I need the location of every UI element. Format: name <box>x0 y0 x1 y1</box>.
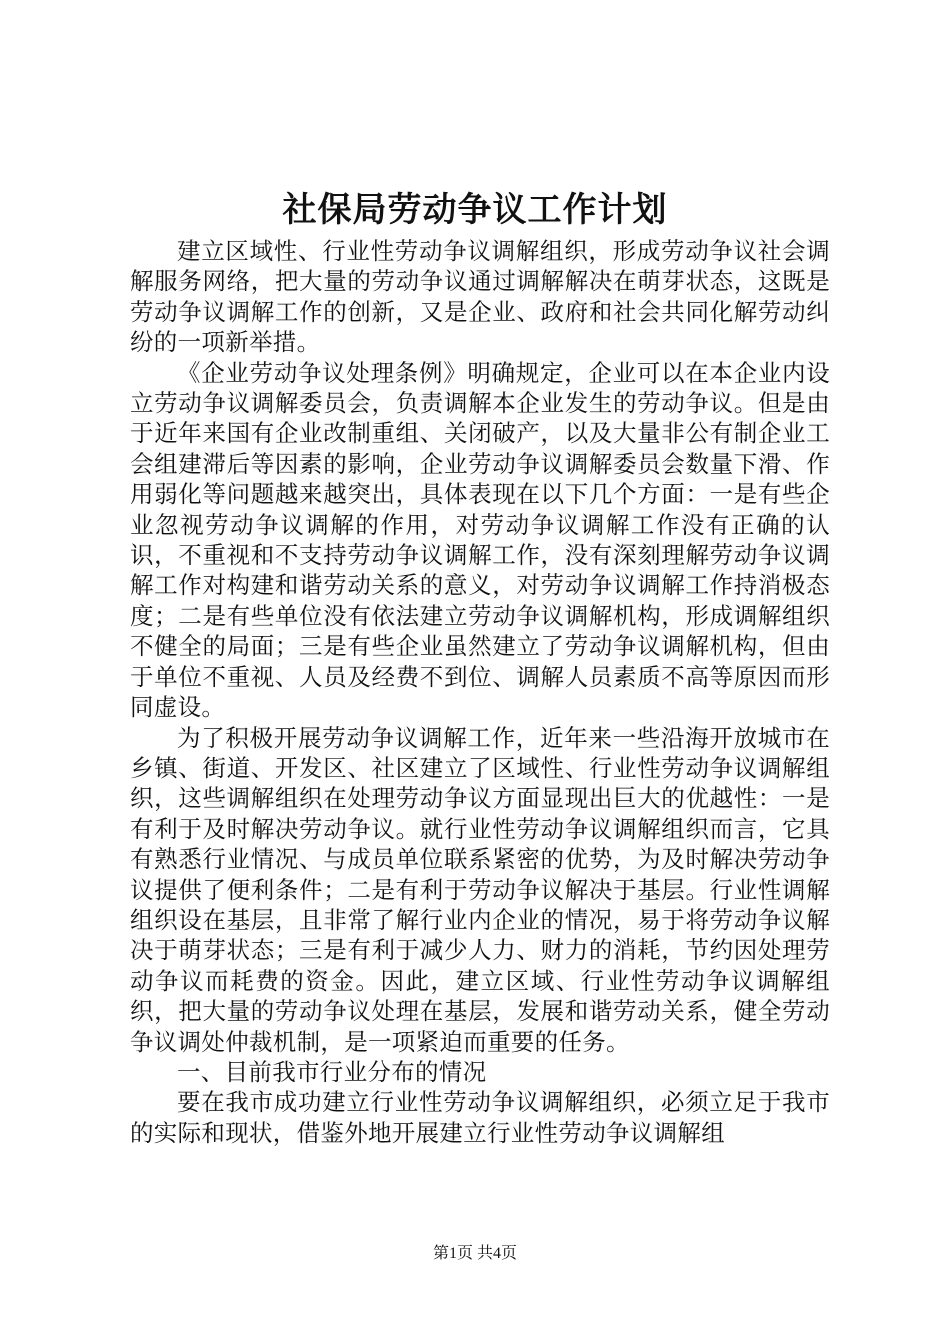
paragraph-intro: 建立区域性、行业性劳动争议调解组织，形成劳动争议社会调解服务网络，把大量的劳动争议通过调解解决在萌芽状态，这既是劳动争议调解工作的创新，又是企业、政府和社会共同化解劳动纠纷的一项新举措。 <box>130 237 830 357</box>
paragraph-regulation: 《企业劳动争议处理条例》明确规定，企业可以在本企业内设立劳动争议调解委员会，负责调解本企业发生的劳动争议。但是由于近年来国有企业改制重组、关闭破产，以及大量非公有制企业工会组建滞后等因素的影响，企业劳动争议调解委员会数量下滑、作用弱化等问题越来越突出，具体表现在以下几个方面：一是有些企业忽视劳动争议调解的作用，对劳动争议调解工作没有正确的认识，不重视和不支持劳动争议调解工作，没有深刻理解劳动争议调解工作对构建和谐劳动关系的意义，对劳动争议调解工作持消极态度；二是有些单位没有依法建立劳动争议调解机构，形成调解组织不健全的局面；三是有些企业虽然建立了劳动争议调解机构，但由于单位不重视、人员及经费不到位、调解人员素质不高等原因而形同虚设。 <box>130 358 830 722</box>
page-number-footer: 第1页 共4页 <box>432 1245 517 1262</box>
document-body <box>130 236 830 1148</box>
section-heading: 一、目前我市行业分布的情况 <box>177 1057 487 1086</box>
paragraph-advantages: 为了积极开展劳动争议调解工作，近年来一些沿海开放城市在乡镇、街道、开发区、社区建立了区域性、行业性劳动争议调解组织，这些调解组织在处理劳动争议方面显现出巨大的优越性：一是有利于及时解决劳动争议。就行业性劳动争议调解组织而言，它具有熟悉行业情况、与成员单位联系紧密的优势，为及时解决劳动争议提供了便利条件；二是有利于劳动争议解决于基层。行业性调解组织设在基层，且非常了解行业内企业的情况，易于将劳动争议解决于萌芽状态；三是有利于减少人力、财力的消耗，节约因处理劳动争议而耗费的资金。因此，建立区域、行业性劳动争议调解组织，把大量的劳动争议处理在基层，发展和谐劳动关系，健全劳动争议调处仲裁机制，是一项紧迫而重要的任务。 <box>130 723 830 1056</box>
paragraph-current-situation: 要在我市成功建立行业性劳动争议调解组织，必须立足于我市的实际和现状，借鉴外地开展建立行业性劳动争议调解组 <box>130 1088 830 1147</box>
document-title: 社保局劳动争议工作计划 <box>282 190 668 230</box>
